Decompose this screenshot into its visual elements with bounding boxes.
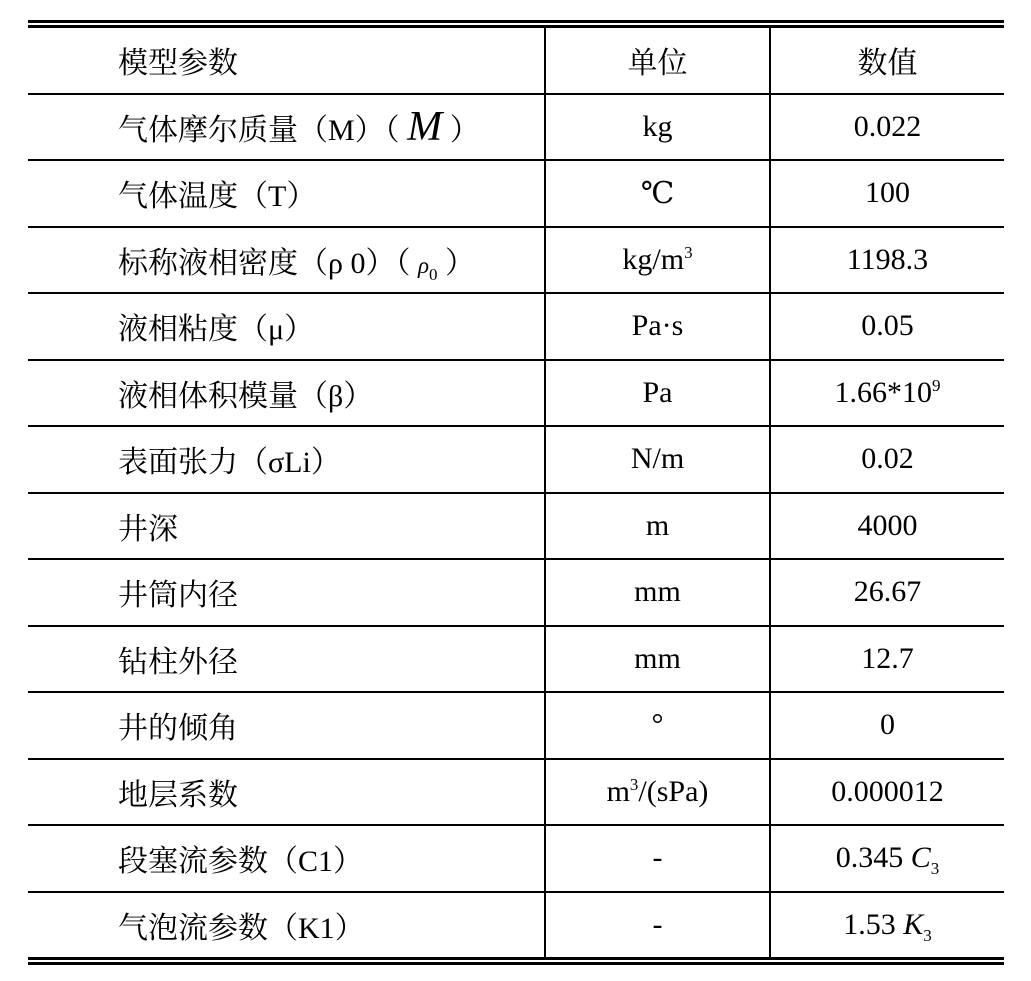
- param-cell: 液相粘度（μ）: [28, 293, 545, 360]
- param-cell: 表面张力（σLi）: [28, 426, 545, 493]
- table-row: [28, 559, 1004, 626]
- unit-cell: kg: [545, 94, 770, 161]
- param-cell: 标称液相密度（ρ 0）（ $\rho_0$ ）: [28, 227, 545, 294]
- col-header-parameter: 模型参数: [28, 24, 545, 94]
- value-cell: 0.345 $C_3$: [770, 825, 1004, 892]
- param-cell: 井深: [28, 493, 545, 560]
- table-row: [28, 227, 1004, 294]
- table-row: [28, 626, 1004, 693]
- table-row: [28, 759, 1004, 826]
- param-cell: 液相体积模量（β）: [28, 360, 545, 427]
- value-cell: 100: [770, 160, 1004, 227]
- unit-cell: Pa·s: [545, 293, 770, 360]
- param-cell: 气泡流参数（K1）: [118, 911, 365, 945]
- header-row: [28, 24, 1004, 94]
- table-row: [28, 293, 1004, 360]
- value-cell: $1.66*10^9$: [770, 360, 1004, 427]
- unit-cell: °: [545, 692, 770, 759]
- unit-cell: N/m: [545, 426, 770, 493]
- table-row: [28, 94, 1004, 161]
- unit-cell: $m^3/(sPa)$: [545, 759, 770, 826]
- table-row: [28, 692, 1004, 759]
- value-cell: 0: [770, 692, 1004, 759]
- unit-cell: mm: [545, 626, 770, 693]
- param-cell: 段塞流参数（C1）: [28, 825, 545, 892]
- value-cell: 4000: [770, 493, 1004, 560]
- table-row: [28, 892, 1004, 962]
- unit-cell: -: [545, 825, 770, 892]
- unit-cell: $kg/m^3$: [545, 227, 770, 294]
- param-cell: 井的倾角: [28, 692, 545, 759]
- table-row: [28, 160, 1004, 227]
- param-cell: 气体摩尔质量（M）（ M ）: [28, 94, 545, 161]
- value-cell: 26.67: [770, 559, 1004, 626]
- param-cell: 地层系数: [28, 759, 545, 826]
- unit-cell: mm: [545, 559, 770, 626]
- param-cell: 钻柱外径: [28, 626, 545, 693]
- value-cell: 0.05: [770, 293, 1004, 360]
- unit-cell: m: [545, 493, 770, 560]
- model-parameters-table: [28, 20, 1004, 965]
- table-row: [28, 360, 1004, 427]
- value-cell: 0.022: [770, 94, 1004, 161]
- param-cell: 井筒内径: [28, 559, 545, 626]
- value-cell: 12.7: [770, 626, 1004, 693]
- table-row: [28, 825, 1004, 892]
- unit-cell: -: [545, 892, 770, 962]
- param-cell: 气体温度（T）: [28, 160, 545, 227]
- col-header-unit: 单位: [545, 24, 770, 94]
- table-row: [28, 493, 1004, 560]
- value-cell: 0.000012: [770, 759, 1004, 826]
- value-cell: 1.53 $K_3$: [770, 892, 1004, 962]
- unit-cell: ℃: [545, 160, 770, 227]
- unit-cell: Pa: [545, 360, 770, 427]
- col-header-value: 数值: [770, 24, 1004, 94]
- value-cell: 1198.3: [770, 227, 1004, 294]
- table-row: [28, 426, 1004, 493]
- value-cell: 0.02: [770, 426, 1004, 493]
